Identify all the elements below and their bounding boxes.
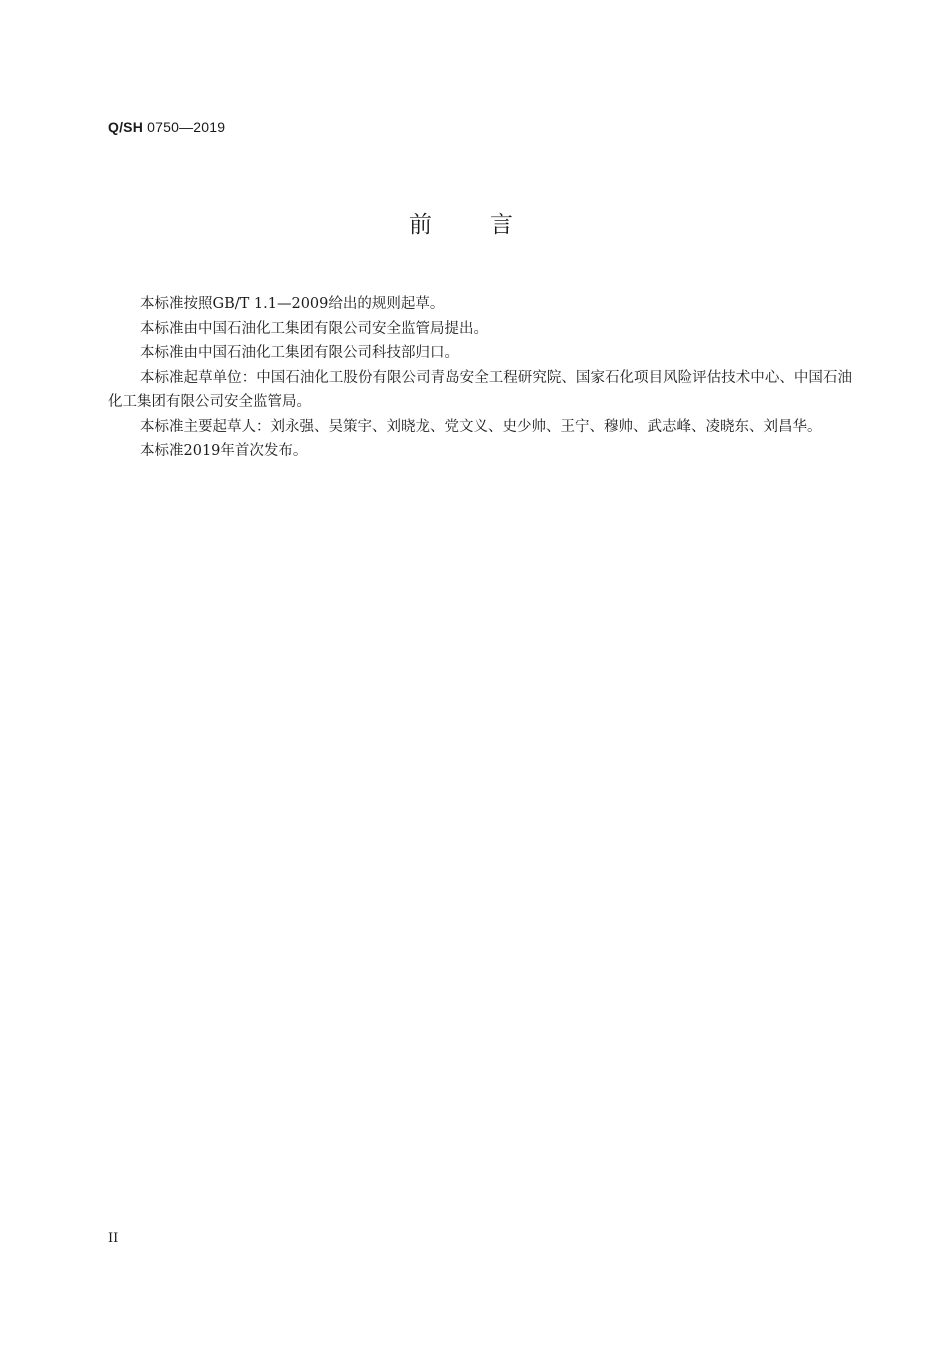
standard-code-prefix: Q/SH: [108, 119, 144, 135]
page-title: 前言: [409, 212, 571, 238]
foreword-body: [108, 292, 852, 464]
paragraph-proposer: 本标准由中国石油化工集团有限公司安全监管局提出。: [140, 320, 488, 337]
paragraph-main-drafters: 本标准主要起草人：刘永强、吴策宇、刘晓龙、党文义、史少帅、王宁、穆帅、武志峰、凌晓东、刘昌华。: [140, 418, 822, 435]
paragraph-centralized-unit: 本标准由中国石油化工集团有限公司科技部归口。: [140, 345, 459, 361]
standard-code-number: 0750—2019: [143, 119, 226, 135]
standard-code: [108, 119, 225, 135]
paragraph-drafting-units: 本标准起草单位：中国石油化工股份有限公司青岛安全工程研究院、国家石化项目风险评估技术中心、中国石油化工集团有限公司安全监管局。: [108, 369, 852, 410]
paragraph-drafting-rules: 本标准按照GB/T 1.1—2009给出的规则起草。: [140, 296, 445, 312]
paragraph-first-release: 本标准2019年首次发布。: [140, 443, 308, 459]
page-number: II: [108, 1231, 119, 1246]
